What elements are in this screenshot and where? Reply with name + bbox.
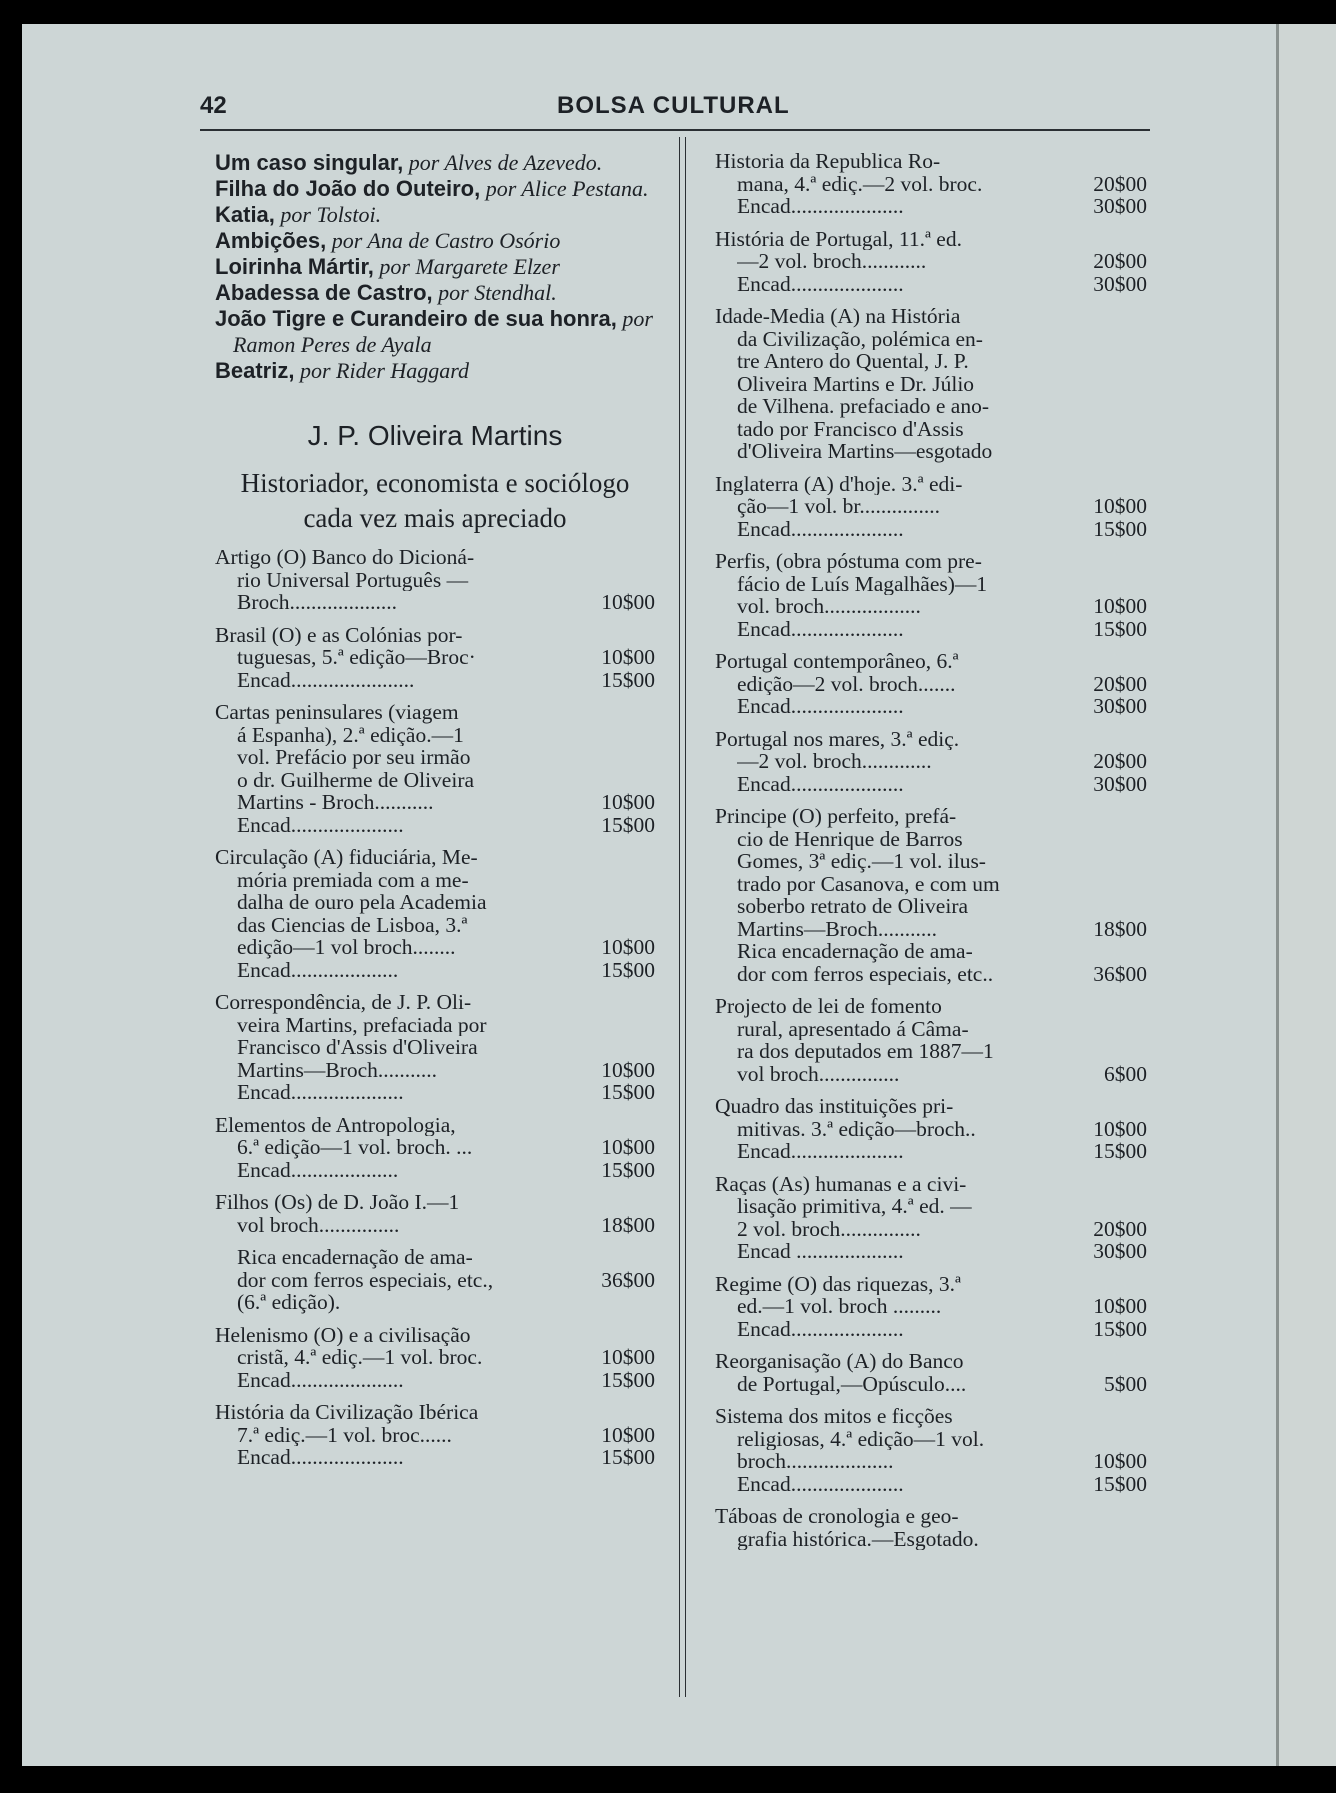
entry-line <box>215 1346 655 1369</box>
entry-text: Reorganisação (A) do Banco <box>715 1350 964 1373</box>
entry-text: Encad..................... <box>737 517 904 540</box>
entry-price: 20$00 <box>1093 671 1147 696</box>
book-entry <box>715 1273 1147 1341</box>
entry-text: tuguesas, 5.ª edição—Broc· <box>237 646 476 669</box>
book-entry <box>715 473 1147 541</box>
novel-item <box>215 150 655 176</box>
entry-text: Encad..................... <box>737 695 904 718</box>
entry-line <box>215 546 655 569</box>
novel-author: por Alves de Azevedo. <box>403 150 603 175</box>
entry-text: tado por Francisco d'Assis <box>737 417 964 440</box>
entry-line <box>215 1114 655 1137</box>
novel-title: Abadessa de Castro, <box>215 280 433 305</box>
page-number: 42 <box>200 92 227 119</box>
entry-line <box>215 701 655 724</box>
entry-line <box>715 305 1147 328</box>
book-entry <box>715 728 1147 796</box>
entry-text: de Portugal,—Opúsculo.... <box>737 1372 967 1395</box>
entry-text: Perfis, (obra póstuma com pre- <box>715 550 982 573</box>
entry-line <box>215 846 655 869</box>
novel-author: por Tolstoi. <box>274 202 382 227</box>
entry-line <box>215 891 655 914</box>
book-entry <box>715 1505 1147 1550</box>
entry-line <box>715 1173 1147 1196</box>
entry-line <box>215 914 655 937</box>
entry-line <box>715 828 1147 851</box>
book-entry <box>215 1246 655 1314</box>
entry-line <box>215 1324 655 1347</box>
entry-price: 10$00 <box>1093 594 1147 618</box>
entry-text: Gomes, 3ª ediç.—1 vol. ilus- <box>737 850 986 873</box>
entry-line <box>215 1036 655 1059</box>
entry-line <box>215 959 655 982</box>
entry-text: á Espanha), 2.ª edição.—1 <box>237 723 464 746</box>
entry-line <box>215 624 655 647</box>
entry-text: História de Portugal, 11.ª ed. <box>715 227 962 250</box>
entry-line <box>215 791 655 814</box>
entry-line <box>715 1018 1147 1041</box>
book-entry <box>715 805 1147 985</box>
entry-text: soberbo retrato de Oliveira <box>737 895 969 918</box>
entry-line <box>715 273 1147 296</box>
novel-item <box>215 280 655 306</box>
entry-price: 20$00 <box>1093 1216 1147 1241</box>
entry-line <box>215 1246 655 1269</box>
entry-price: 10$00 <box>601 935 655 959</box>
entry-line <box>715 1095 1147 1118</box>
entry-text: —2 vol. broch............ <box>737 250 927 273</box>
entry-text: Encad..................... <box>737 272 904 295</box>
entry-line <box>215 991 655 1014</box>
entry-text: broch.................... <box>737 1450 894 1473</box>
book-entry <box>715 1095 1147 1163</box>
entry-text: grafia histórica.—Esgotado. <box>737 1527 979 1550</box>
book-entry <box>215 1114 655 1182</box>
entry-line <box>715 573 1147 596</box>
entry-line <box>715 1373 1147 1396</box>
entry-price: 15$00 <box>1093 1139 1147 1163</box>
novel-author: por Stendhal. <box>432 280 557 305</box>
entry-line <box>215 1014 655 1037</box>
entry-price: 10$00 <box>1093 1449 1147 1473</box>
entry-text: ed.—1 vol. broch ......... <box>737 1295 942 1318</box>
entry-text: Encad..................... <box>237 813 404 836</box>
entry-text: da Civilização, polémica en- <box>737 327 983 350</box>
entry-text: Broch.................... <box>237 591 398 614</box>
entry-line <box>215 591 655 614</box>
entry-price: 30$00 <box>1093 271 1147 296</box>
entry-text: ra dos deputados em 1887—1 <box>737 1040 994 1063</box>
entry-text: das Ciencias de Lisboa, 3.ª <box>237 913 468 936</box>
entry-line <box>715 1318 1147 1341</box>
entry-price: 36$00 <box>1093 961 1147 986</box>
entry-text: ção—1 vol. br............... <box>737 495 941 518</box>
entry-line <box>215 769 655 792</box>
entry-price: 10$00 <box>601 1422 655 1447</box>
entry-price: 30$00 <box>1093 694 1147 718</box>
entry-text: Encad..................... <box>237 1446 404 1469</box>
entry-price: 15$00 <box>601 1445 655 1469</box>
entry-text: vol. broch.................. <box>737 595 921 618</box>
entry-text: religiosas, 4.ª edição—1 vol. <box>737 1427 985 1450</box>
entry-price: 15$00 <box>1093 1471 1147 1496</box>
author-subtitle: Historiador, economista e sociólogo cada vez mais apreciado <box>240 468 630 533</box>
entry-price: 5$00 <box>1104 1371 1147 1396</box>
entry-text: mória premiada com a me- <box>237 868 469 891</box>
entry-price: 15$00 <box>601 1367 655 1392</box>
entry-text: (6.ª edição). <box>237 1291 341 1314</box>
entry-text: Cartas peninsulares (viagem <box>215 701 459 724</box>
entry-price: 10$00 <box>601 1057 655 1082</box>
entry-text: Artigo (O) Banco do Dicioná- <box>215 546 475 569</box>
book-entry <box>215 846 655 981</box>
entry-text: Rica encadernação de ama- <box>737 940 973 963</box>
entry-line <box>715 328 1147 351</box>
entry-text: Elementos de Antropologia, <box>215 1113 456 1136</box>
entry-text: Principe (O) perfeito, prefá- <box>715 805 957 828</box>
entry-line <box>715 963 1147 986</box>
entry-line <box>715 918 1147 941</box>
entry-line <box>715 895 1147 918</box>
entry-line <box>715 173 1147 196</box>
entry-price: 15$00 <box>1093 616 1147 641</box>
entry-text: Historia da Republica Ro- <box>715 150 941 173</box>
entry-price: 10$00 <box>1093 494 1147 518</box>
entry-text: tre Antero do Quental, J. P. <box>737 350 969 373</box>
entry-line <box>215 1291 655 1314</box>
entry-line <box>715 695 1147 718</box>
entry-line <box>215 814 655 837</box>
entry-line <box>215 646 655 669</box>
entry-price: 10$00 <box>601 645 655 669</box>
entry-line <box>215 1401 655 1424</box>
entry-line <box>715 873 1147 896</box>
entry-text: lisação primitiva, 4.ª ed. — <box>737 1195 972 1218</box>
entry-price: 20$00 <box>1093 749 1147 773</box>
left-column <box>215 150 655 1469</box>
entry-text: 6.ª edição—1 vol. broch. ... <box>237 1136 473 1159</box>
entry-text: Regime (O) das riquezas, 3.ª <box>715 1272 961 1295</box>
entry-text: 2 vol. broch............... <box>737 1217 921 1240</box>
entry-text: Circulação (A) fiduciária, Me- <box>215 846 478 869</box>
novel-item <box>215 228 655 254</box>
entry-text: vol broch............... <box>237 1213 400 1236</box>
next-page-edge <box>1276 24 1336 1766</box>
entry-line <box>215 1159 655 1182</box>
entry-text: Correspondência, de J. P. Oli- <box>215 991 472 1014</box>
entry-line <box>715 550 1147 573</box>
entry-line <box>715 473 1147 496</box>
entry-line <box>215 1369 655 1392</box>
entry-text: Filhos (Os) de D. João I.—1 <box>215 1191 460 1214</box>
book-entry <box>715 1350 1147 1395</box>
entry-price: 6$00 <box>1104 1061 1147 1086</box>
entry-text: Sistema dos mitos e ficções <box>715 1405 953 1428</box>
entry-line <box>715 940 1147 963</box>
novel-item <box>215 254 655 280</box>
novel-title: Um caso singular, <box>215 150 404 175</box>
entry-price: 10$00 <box>1093 1116 1147 1141</box>
entry-line <box>715 650 1147 673</box>
book-entry <box>215 991 655 1104</box>
entry-line <box>715 350 1147 373</box>
entry-line <box>715 673 1147 696</box>
entry-line <box>715 495 1147 518</box>
entry-text: vol broch............... <box>737 1062 900 1085</box>
entry-text: Encad..................... <box>237 1081 404 1104</box>
entry-line <box>715 373 1147 396</box>
book-entry <box>215 624 655 692</box>
entry-line <box>715 418 1147 441</box>
entry-line <box>715 595 1147 618</box>
entry-price: 15$00 <box>601 1157 655 1182</box>
right-book-list <box>715 150 1147 1550</box>
entry-text: Encad .................... <box>737 1240 904 1263</box>
book-entry <box>715 228 1147 296</box>
entry-line <box>215 1269 655 1292</box>
header-rule <box>200 129 1150 131</box>
book-entry <box>715 995 1147 1085</box>
novel-author: por Margarete Elzer <box>373 254 560 279</box>
entry-text: fácio de Luís Magalhães)—1 <box>737 572 988 595</box>
entry-text: —2 vol. broch............. <box>737 750 932 773</box>
entry-text: Raças (As) humanas e a civi- <box>715 1172 967 1195</box>
entry-text: rural, apresentado á Câma- <box>737 1017 969 1040</box>
entry-line <box>715 518 1147 541</box>
book-entry <box>215 1324 655 1392</box>
book-entry <box>215 1191 655 1236</box>
page-header <box>200 90 1150 124</box>
entry-price: 30$00 <box>1093 1239 1147 1263</box>
entry-text: Helenismo (O) e a civilisação <box>215 1323 471 1346</box>
entry-text: veira Martins, prefaciada por <box>237 1013 487 1036</box>
entry-text: rio Universal Português — <box>237 568 469 591</box>
book-entry <box>715 650 1147 718</box>
novel-title: Loirinha Mártir, <box>215 254 374 279</box>
entry-text: Martins - Broch........... <box>237 791 434 814</box>
entry-line <box>715 773 1147 796</box>
entry-text: 7.ª ediç.—1 vol. broc...... <box>237 1423 452 1446</box>
entry-line <box>715 995 1147 1018</box>
entry-line <box>215 746 655 769</box>
entry-line <box>215 1059 655 1082</box>
entry-line <box>715 805 1147 828</box>
entry-line <box>215 724 655 747</box>
entry-price: 20$00 <box>1093 249 1147 273</box>
entry-line <box>715 1140 1147 1163</box>
entry-price: 10$00 <box>1093 1294 1147 1318</box>
entry-text: mitivas. 3.ª edição—broch.. <box>737 1117 976 1140</box>
entry-line <box>215 1446 655 1469</box>
entry-line <box>215 869 655 892</box>
book-entry <box>715 1173 1147 1263</box>
entry-line <box>715 1428 1147 1451</box>
novel-author: por Ana de Castro Osório <box>326 228 561 253</box>
entry-text: vol. Prefácio por seu irmão <box>237 746 471 769</box>
entry-text: Encad..................... <box>737 1140 904 1163</box>
book-entry <box>715 1405 1147 1495</box>
entry-text: o dr. Guilherme de Oliveira <box>237 768 475 791</box>
entry-price: 36$00 <box>601 1267 655 1292</box>
entry-text: dalha de ouro pela Academia <box>237 891 487 914</box>
entry-line <box>215 669 655 692</box>
entry-line <box>715 1063 1147 1086</box>
entry-text: dor com ferros especiais, etc.. <box>737 962 994 985</box>
entry-text: Encad..................... <box>737 1317 904 1340</box>
entry-price: 30$00 <box>1093 771 1147 796</box>
book-entry <box>215 546 655 614</box>
entry-line <box>715 1473 1147 1496</box>
entry-line <box>215 936 655 959</box>
entry-line <box>715 1505 1147 1528</box>
book-entry <box>715 550 1147 640</box>
entry-price: 15$00 <box>1093 516 1147 541</box>
entry-text: Encad..................... <box>237 1368 404 1391</box>
book-entry <box>715 150 1147 218</box>
novel-title: Katia, <box>215 202 275 227</box>
entry-line <box>715 440 1147 463</box>
entry-line <box>215 1191 655 1214</box>
entry-price: 15$00 <box>601 957 655 982</box>
novel-title: Beatriz, <box>215 358 295 383</box>
entry-text: cio de Henrique de Barros <box>737 827 963 850</box>
right-column <box>715 150 1147 1550</box>
entry-text: Oliveira Martins e Dr. Júlio <box>737 372 975 395</box>
entry-text: edição—2 vol. broch....... <box>737 672 956 695</box>
entry-text: Brasil (O) e as Colónias por- <box>215 623 463 646</box>
entry-price: 10$00 <box>601 1345 655 1369</box>
entry-text: Encad..................... <box>737 617 904 640</box>
entry-price: 20$00 <box>1093 171 1147 196</box>
publication-title: BOLSA CULTURAL <box>557 92 790 119</box>
entry-text: Encad..................... <box>737 195 904 218</box>
entry-price: 15$00 <box>1093 1316 1147 1341</box>
entry-price: 18$00 <box>1093 916 1147 941</box>
book-entry <box>215 701 655 836</box>
entry-price: 30$00 <box>1093 194 1147 218</box>
column-divider <box>679 137 686 1697</box>
novel-title: Ambições, <box>215 228 327 253</box>
entry-price: 10$00 <box>601 790 655 814</box>
novel-list <box>215 150 655 384</box>
novel-title: Filha do João do Outeiro, <box>215 176 481 201</box>
entry-text: Táboas de cronologia e geo- <box>715 1505 959 1528</box>
entry-line <box>715 1118 1147 1141</box>
entry-line <box>715 150 1147 173</box>
entry-text: trado por Casanova, e com um <box>737 872 1000 895</box>
entry-line <box>215 569 655 592</box>
entry-text: Inglaterra (A) d'hoje. 3.ª edi- <box>715 472 963 495</box>
entry-text: Encad..................... <box>737 772 904 795</box>
entry-line <box>715 1273 1147 1296</box>
entry-line <box>715 250 1147 273</box>
entry-line <box>715 1218 1147 1241</box>
novel-title: João Tigre e Curandeiro de sua honra, <box>215 306 617 331</box>
novel-author: por Alice Pestana. <box>480 176 649 201</box>
entry-text: cristã, 4.ª ediç.—1 vol. broc. <box>237 1346 483 1369</box>
entry-text: Encad....................... <box>237 668 415 691</box>
entry-price: 10$00 <box>601 1135 655 1159</box>
entry-line <box>715 1450 1147 1473</box>
entry-text: Portugal contemporâneo, 6.ª <box>715 650 959 673</box>
entry-text: d'Oliveira Martins—esgotado <box>737 440 993 463</box>
entry-price: 15$00 <box>601 812 655 837</box>
left-book-list <box>215 546 655 1469</box>
entry-line <box>715 1295 1147 1318</box>
entry-price: 15$00 <box>601 1080 655 1104</box>
entry-text: Francisco d'Assis d'Oliveira <box>237 1036 478 1059</box>
novel-item <box>215 358 655 384</box>
entry-line <box>715 1195 1147 1218</box>
entry-line <box>715 228 1147 251</box>
author-heading: J. P. Oliveira Martins <box>307 420 563 451</box>
entry-line <box>715 750 1147 773</box>
entry-line <box>715 195 1147 218</box>
entry-text: Martins—Broch........... <box>737 917 938 940</box>
entry-text: Portugal nos mares, 3.ª ediç. <box>715 727 960 750</box>
entry-text: Rica encadernação de ama- <box>237 1246 473 1269</box>
novel-item <box>215 176 655 202</box>
entry-line <box>215 1214 655 1237</box>
entry-line <box>715 1240 1147 1263</box>
book-entry <box>715 305 1147 463</box>
entry-text: Encad..................... <box>737 1472 904 1495</box>
entry-text: Encad.................... <box>237 1158 399 1181</box>
entry-line <box>215 1081 655 1104</box>
entry-text: Martins—Broch........... <box>237 1058 438 1081</box>
entry-price: 15$00 <box>601 667 655 692</box>
entry-price: 10$00 <box>601 590 655 614</box>
novel-item <box>215 202 655 228</box>
entry-text: Projecto de lei de fomento <box>715 995 942 1018</box>
entry-line <box>715 728 1147 751</box>
entry-text: dor com ferros especiais, etc., <box>237 1268 494 1291</box>
entry-text: de Vilhena. prefaciado e ano- <box>737 395 990 418</box>
entry-text: Idade-Media (A) na História <box>715 305 961 328</box>
novel-author: por Rider Haggard <box>294 358 470 383</box>
entry-price: 18$00 <box>601 1212 655 1237</box>
novel-item <box>215 306 655 358</box>
entry-line <box>715 1405 1147 1428</box>
entry-line <box>715 1040 1147 1063</box>
entry-line <box>715 618 1147 641</box>
entry-text: Encad.................... <box>237 958 399 981</box>
novel-author: por Ramon Peres de Ayala <box>233 306 653 357</box>
entry-text: mana, 4.ª ediç.—2 vol. broc. <box>737 172 983 195</box>
entry-line <box>715 850 1147 873</box>
entry-line <box>215 1424 655 1447</box>
entry-line <box>715 1350 1147 1373</box>
book-entry <box>215 1401 655 1469</box>
entry-line <box>715 395 1147 418</box>
entry-line <box>715 1528 1147 1551</box>
entry-text: Quadro das instituições pri- <box>715 1095 954 1118</box>
entry-line <box>215 1136 655 1159</box>
entry-text: edição—1 vol broch........ <box>237 936 456 959</box>
entry-text: História da Civilização Ibérica <box>215 1401 479 1424</box>
